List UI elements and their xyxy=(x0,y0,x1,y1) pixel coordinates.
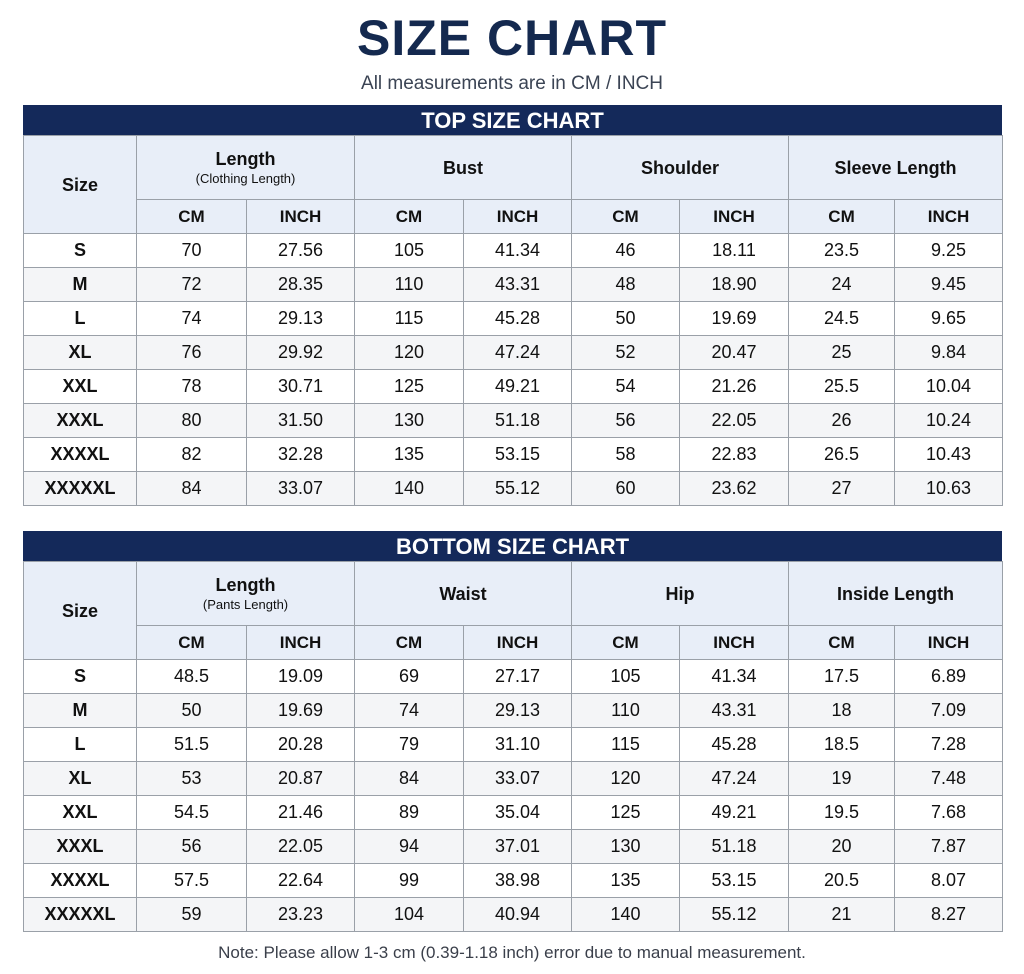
table-cell: 21.26 xyxy=(680,370,789,404)
table-cell: 104 xyxy=(355,898,464,932)
table-cell: 31.50 xyxy=(247,404,355,438)
length-column-header xyxy=(137,562,355,626)
table-cell: 18 xyxy=(789,694,895,728)
size-cell: M xyxy=(24,694,137,728)
table-cell: 9.45 xyxy=(895,268,1003,302)
table-cell: 57.5 xyxy=(137,864,247,898)
length-column-header xyxy=(137,136,355,200)
table-row xyxy=(24,898,1003,932)
unit-cm-header: CM xyxy=(137,200,247,234)
table-cell: 46 xyxy=(572,234,680,268)
table-cell: 30.71 xyxy=(247,370,355,404)
table-row xyxy=(24,796,1003,830)
table-cell: 55.12 xyxy=(680,898,789,932)
table-cell: 32.28 xyxy=(247,438,355,472)
table-row xyxy=(24,234,1003,268)
sleeve-length-column-header: Sleeve Length xyxy=(789,136,1003,200)
unit-inch-header: INCH xyxy=(680,626,789,660)
unit-cm-header: CM xyxy=(789,626,895,660)
table-cell: 41.34 xyxy=(680,660,789,694)
size-cell: XL xyxy=(24,336,137,370)
shoulder-column-header: Shoulder xyxy=(572,136,789,200)
size-cell: XXXXL xyxy=(24,438,137,472)
table-row xyxy=(24,762,1003,796)
size-cell: S xyxy=(24,234,137,268)
table-cell: 40.94 xyxy=(464,898,572,932)
table-cell: 51.5 xyxy=(137,728,247,762)
table-row xyxy=(24,864,1003,898)
table-cell: 24.5 xyxy=(789,302,895,336)
table-cell: 48.5 xyxy=(137,660,247,694)
table-cell: 135 xyxy=(355,438,464,472)
table-cell: 18.90 xyxy=(680,268,789,302)
group-sublabel: (Pants Length) xyxy=(202,596,289,612)
table-cell: 45.28 xyxy=(680,728,789,762)
table-cell: 19.69 xyxy=(680,302,789,336)
table-cell: 10.24 xyxy=(895,404,1003,438)
bottom-size-chart xyxy=(23,531,1002,932)
unit-cm-header: CM xyxy=(789,200,895,234)
table-cell: 9.25 xyxy=(895,234,1003,268)
table-cell: 51.18 xyxy=(680,830,789,864)
table-row xyxy=(24,728,1003,762)
table-row xyxy=(24,830,1003,864)
table-cell: 120 xyxy=(572,762,680,796)
page-title: SIZE CHART xyxy=(357,10,667,66)
unit-inch-header: INCH xyxy=(895,626,1003,660)
table-row xyxy=(24,694,1003,728)
table-cell: 105 xyxy=(572,660,680,694)
table-cell: 130 xyxy=(355,404,464,438)
size-cell: XXXL xyxy=(24,830,137,864)
unit-cm-header: CM xyxy=(572,200,680,234)
size-cell: XXXXL xyxy=(24,864,137,898)
table-cell: 37.01 xyxy=(464,830,572,864)
table-cell: 60 xyxy=(572,472,680,506)
table-cell: 59 xyxy=(137,898,247,932)
table-cell: 54 xyxy=(572,370,680,404)
table-cell: 80 xyxy=(137,404,247,438)
table-cell: 49.21 xyxy=(464,370,572,404)
table-cell: 43.31 xyxy=(464,268,572,302)
table-cell: 47.24 xyxy=(680,762,789,796)
table-cell: 22.64 xyxy=(247,864,355,898)
table-cell: 27.56 xyxy=(247,234,355,268)
table-cell: 115 xyxy=(355,302,464,336)
table-cell: 33.07 xyxy=(464,762,572,796)
table-cell: 125 xyxy=(355,370,464,404)
table-cell: 22.83 xyxy=(680,438,789,472)
table-cell: 74 xyxy=(137,302,247,336)
table-cell: 29.13 xyxy=(464,694,572,728)
size-column-header: Size xyxy=(24,562,137,660)
size-cell: M xyxy=(24,268,137,302)
size-cell: XXXL xyxy=(24,404,137,438)
table-cell: 17.5 xyxy=(789,660,895,694)
hip-column-header: Hip xyxy=(572,562,789,626)
table-cell: 53.15 xyxy=(464,438,572,472)
top-table-body xyxy=(24,234,1003,506)
table-cell: 18.11 xyxy=(680,234,789,268)
table-cell: 10.04 xyxy=(895,370,1003,404)
table-cell: 26.5 xyxy=(789,438,895,472)
table-cell: 51.18 xyxy=(464,404,572,438)
unit-inch-header: INCH xyxy=(464,200,572,234)
table-cell: 10.43 xyxy=(895,438,1003,472)
table-cell: 26 xyxy=(789,404,895,438)
table-cell: 50 xyxy=(137,694,247,728)
page-subtitle: All measurements are in CM / INCH xyxy=(361,73,663,94)
table-cell: 89 xyxy=(355,796,464,830)
table-cell: 50 xyxy=(572,302,680,336)
table-cell: 19.09 xyxy=(247,660,355,694)
table-cell: 82 xyxy=(137,438,247,472)
table-cell: 130 xyxy=(572,830,680,864)
unit-inch-header: INCH xyxy=(680,200,789,234)
table-cell: 20.47 xyxy=(680,336,789,370)
table-cell: 19.5 xyxy=(789,796,895,830)
table-cell: 7.87 xyxy=(895,830,1003,864)
size-column-header: Size xyxy=(24,136,137,234)
table-cell: 99 xyxy=(355,864,464,898)
table-row xyxy=(24,472,1003,506)
table-row xyxy=(24,336,1003,370)
table-cell: 31.10 xyxy=(464,728,572,762)
table-cell: 84 xyxy=(137,472,247,506)
table-row xyxy=(24,404,1003,438)
table-cell: 56 xyxy=(572,404,680,438)
size-cell: XXL xyxy=(24,370,137,404)
group-label: Length xyxy=(215,148,276,169)
unit-cm-header: CM xyxy=(137,626,247,660)
table-cell: 55.12 xyxy=(464,472,572,506)
table-cell: 120 xyxy=(355,336,464,370)
table-cell: 20.28 xyxy=(247,728,355,762)
top-size-table xyxy=(23,135,1003,506)
table-cell: 33.07 xyxy=(247,472,355,506)
table-cell: 110 xyxy=(355,268,464,302)
table-cell: 49.21 xyxy=(680,796,789,830)
table-cell: 53 xyxy=(137,762,247,796)
table-cell: 54.5 xyxy=(137,796,247,830)
table-cell: 79 xyxy=(355,728,464,762)
size-cell: XL xyxy=(24,762,137,796)
size-cell: S xyxy=(24,660,137,694)
table-cell: 28.35 xyxy=(247,268,355,302)
table-cell: 140 xyxy=(572,898,680,932)
table-cell: 10.63 xyxy=(895,472,1003,506)
table-cell: 20.5 xyxy=(789,864,895,898)
table-cell: 20 xyxy=(789,830,895,864)
table-cell: 25.5 xyxy=(789,370,895,404)
table-row xyxy=(24,438,1003,472)
table-cell: 94 xyxy=(355,830,464,864)
table-cell: 76 xyxy=(137,336,247,370)
table-cell: 18.5 xyxy=(789,728,895,762)
table-cell: 110 xyxy=(572,694,680,728)
table-cell: 25 xyxy=(789,336,895,370)
table-cell: 105 xyxy=(355,234,464,268)
table-cell: 8.27 xyxy=(895,898,1003,932)
table-cell: 23.23 xyxy=(247,898,355,932)
table-cell: 29.92 xyxy=(247,336,355,370)
table-cell: 22.05 xyxy=(247,830,355,864)
table-cell: 27.17 xyxy=(464,660,572,694)
bottom-table-body xyxy=(24,660,1003,932)
table-cell: 35.04 xyxy=(464,796,572,830)
unit-inch-header: INCH xyxy=(895,200,1003,234)
size-cell: L xyxy=(24,728,137,762)
table-cell: 20.87 xyxy=(247,762,355,796)
unit-inch-header: INCH xyxy=(247,200,355,234)
measurement-note: Note: Please allow 1-3 cm (0.39-1.18 inch) error due to manual measurement. xyxy=(218,943,806,962)
inside-length-column-header: Inside Length xyxy=(789,562,1003,626)
table-cell: 21.46 xyxy=(247,796,355,830)
table-cell: 48 xyxy=(572,268,680,302)
unit-cm-header: CM xyxy=(572,626,680,660)
table-cell: 140 xyxy=(355,472,464,506)
table-cell: 70 xyxy=(137,234,247,268)
table-cell: 23.62 xyxy=(680,472,789,506)
table-cell: 22.05 xyxy=(680,404,789,438)
table-cell: 9.84 xyxy=(895,336,1003,370)
table-row xyxy=(24,660,1003,694)
table-cell: 9.65 xyxy=(895,302,1003,336)
table-cell: 38.98 xyxy=(464,864,572,898)
bottom-chart-title: BOTTOM SIZE CHART xyxy=(23,531,1002,561)
table-cell: 47.24 xyxy=(464,336,572,370)
table-cell: 135 xyxy=(572,864,680,898)
top-chart-title: TOP SIZE CHART xyxy=(23,105,1002,135)
table-cell: 53.15 xyxy=(680,864,789,898)
table-cell: 21 xyxy=(789,898,895,932)
table-cell: 72 xyxy=(137,268,247,302)
size-cell: XXXXXL xyxy=(24,898,137,932)
table-row xyxy=(24,268,1003,302)
table-cell: 23.5 xyxy=(789,234,895,268)
unit-cm-header: CM xyxy=(355,626,464,660)
table-cell: 45.28 xyxy=(464,302,572,336)
size-cell: XXXXXL xyxy=(24,472,137,506)
bottom-size-table xyxy=(23,561,1003,932)
table-cell: 7.28 xyxy=(895,728,1003,762)
table-cell: 19.69 xyxy=(247,694,355,728)
size-cell: L xyxy=(24,302,137,336)
table-cell: 27 xyxy=(789,472,895,506)
top-size-chart xyxy=(23,105,1002,506)
table-cell: 6.89 xyxy=(895,660,1003,694)
table-cell: 43.31 xyxy=(680,694,789,728)
table-row xyxy=(24,302,1003,336)
table-row xyxy=(24,370,1003,404)
table-cell: 52 xyxy=(572,336,680,370)
table-cell: 24 xyxy=(789,268,895,302)
group-sublabel: (Clothing Length) xyxy=(195,170,296,186)
table-cell: 7.68 xyxy=(895,796,1003,830)
table-cell: 78 xyxy=(137,370,247,404)
table-cell: 29.13 xyxy=(247,302,355,336)
table-cell: 56 xyxy=(137,830,247,864)
group-label: Length xyxy=(215,574,276,595)
table-cell: 7.09 xyxy=(895,694,1003,728)
table-cell: 69 xyxy=(355,660,464,694)
unit-cm-header: CM xyxy=(355,200,464,234)
table-cell: 84 xyxy=(355,762,464,796)
table-cell: 115 xyxy=(572,728,680,762)
size-cell: XXL xyxy=(24,796,137,830)
table-cell: 58 xyxy=(572,438,680,472)
waist-column-header: Waist xyxy=(355,562,572,626)
unit-inch-header: INCH xyxy=(464,626,572,660)
table-cell: 41.34 xyxy=(464,234,572,268)
table-cell: 125 xyxy=(572,796,680,830)
table-cell: 7.48 xyxy=(895,762,1003,796)
table-cell: 8.07 xyxy=(895,864,1003,898)
table-cell: 74 xyxy=(355,694,464,728)
table-cell: 19 xyxy=(789,762,895,796)
unit-inch-header: INCH xyxy=(247,626,355,660)
bust-column-header: Bust xyxy=(355,136,572,200)
